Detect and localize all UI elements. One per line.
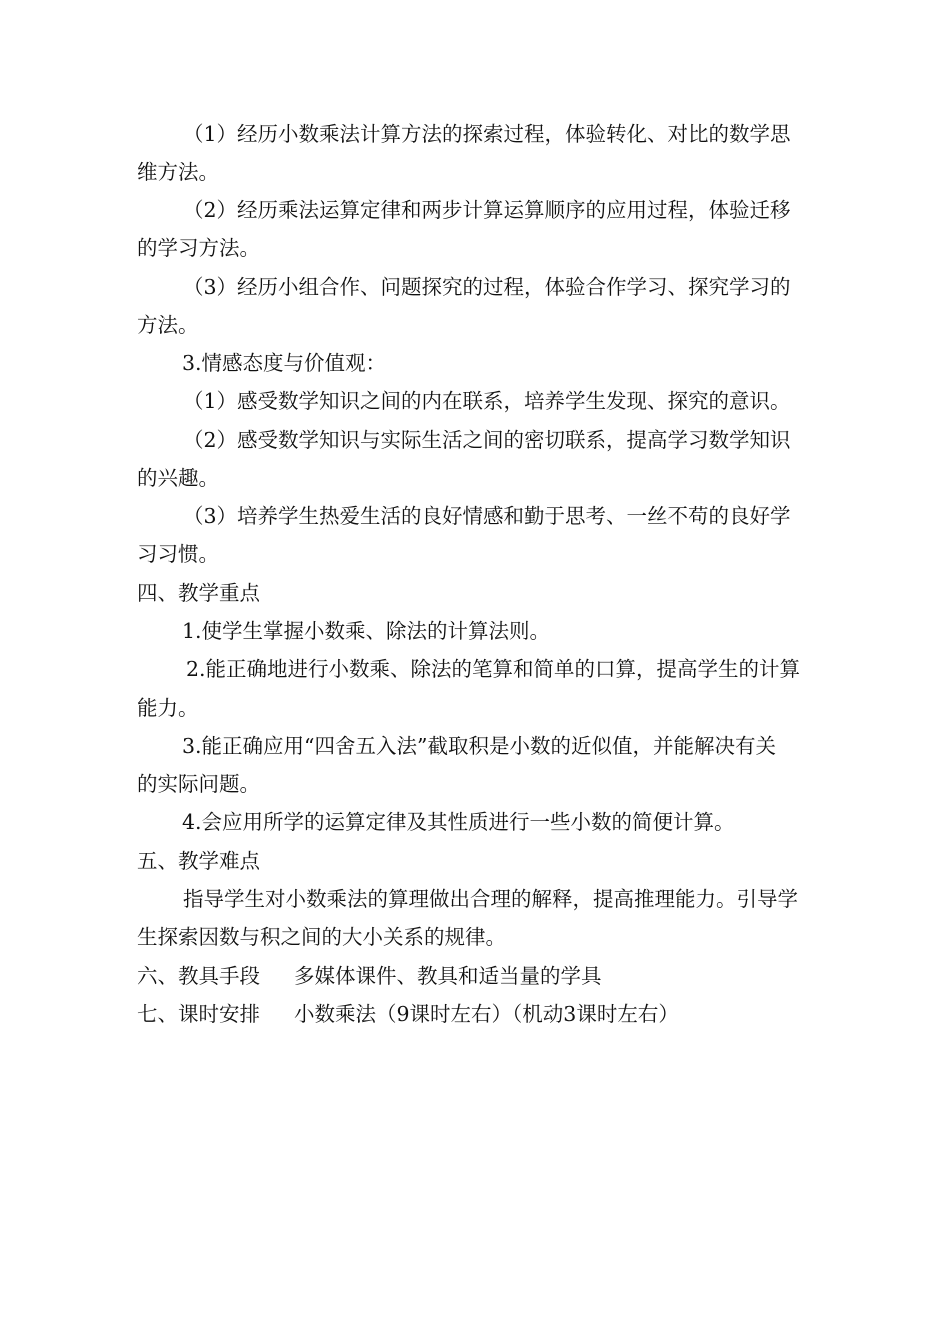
key-point-1: 1.使学生掌握小数乘、除法的计算法则。 — [182, 619, 551, 643]
process-goal-1-line-1: （1）经历小数乘法计算方法的探索过程，体验转化、对比的数学思 — [183, 122, 791, 146]
process-goal-2-line-1: （2）经历乘法运算定律和两步计算运算顺序的应用过程，体验迁移 — [183, 198, 791, 222]
process-goal-3-line-1: （3）经历小组合作、问题探究的过程，体验合作学习、探究学习的 — [183, 275, 791, 299]
process-goal-3-line-2: 方法。 — [137, 313, 199, 337]
class-schedule-label: 七、课时安排 — [137, 1002, 260, 1026]
difficulty-line-2: 生探索因数与积之间的大小关系的规律。 — [137, 925, 506, 949]
emotion-goal-3-line-2: 习习惯。 — [137, 542, 219, 566]
class-schedule-row — [137, 1001, 857, 1027]
emotion-goal-3-line-1: （3）培养学生热爱生活的良好情感和勤于思考、一丝不苟的良好学 — [183, 504, 791, 528]
class-schedule-value: 小数乘法（9课时左右）（机动3课时左右） — [294, 1002, 679, 1026]
section-3-title: 3.情感态度与价值观： — [182, 351, 387, 375]
teaching-tools-row — [137, 963, 857, 989]
process-goal-1-line-2: 维方法。 — [137, 160, 219, 184]
difficulty-line-1: 指导学生对小数乘法的算理做出合理的解释，提高推理能力。引导学 — [183, 887, 798, 911]
key-point-3-line-2: 的实际问题。 — [137, 772, 260, 796]
key-point-4: 4.会应用所学的运算定律及其性质进行一些小数的简便计算。 — [182, 810, 735, 834]
key-point-2-line-1: 2.能正确地进行小数乘、除法的笔算和简单的口算，提高学生的计算 — [186, 657, 801, 681]
teaching-tools-label: 六、教具手段 — [137, 964, 260, 988]
emotion-goal-2-line-2: 的兴趣。 — [137, 466, 219, 490]
process-goal-2-line-2: 的学习方法。 — [137, 236, 260, 260]
key-point-2-line-2: 能力。 — [137, 696, 199, 720]
emotion-goal-2-line-1: （2）感受数学知识与实际生活之间的密切联系，提高学习数学知识 — [183, 428, 791, 452]
teaching-tools-value: 多媒体课件、教具和适当量的学具 — [294, 964, 602, 988]
heading-difficulties: 五、教学难点 — [137, 849, 260, 873]
heading-key-points: 四、教学重点 — [137, 581, 260, 605]
emotion-goal-1: （1）感受数学知识之间的内在联系，培养学生发现、探究的意识。 — [183, 389, 791, 413]
key-point-3-line-1: 3.能正确应用“四舍五入法”截取积是小数的近似值，并能解决有关 — [182, 734, 777, 758]
